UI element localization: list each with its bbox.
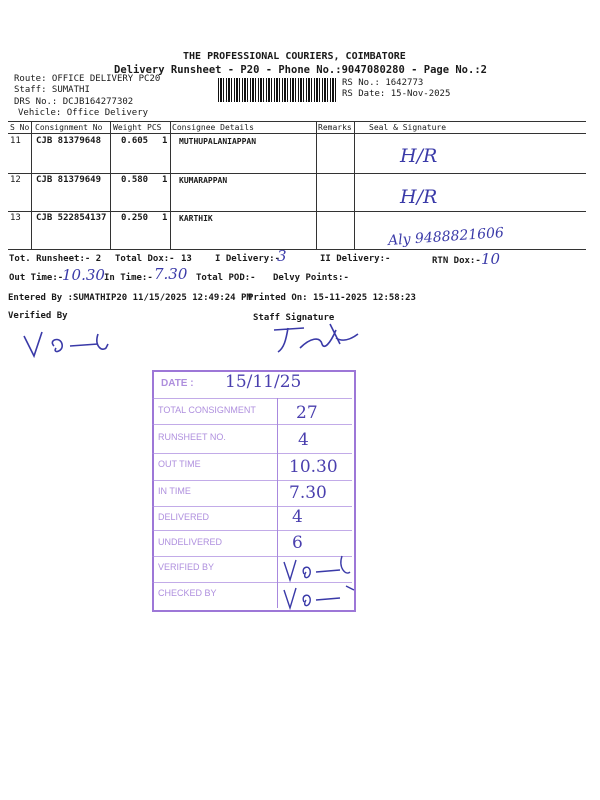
col-weight: Weight	[113, 123, 142, 132]
divider	[110, 121, 111, 249]
row-consignment: CJB 81379649	[36, 175, 102, 185]
col-consignee: Consignee Details	[172, 123, 254, 132]
rs-date: RS Date: 15-Nov-2025	[342, 89, 451, 99]
staff-signature	[270, 318, 380, 358]
i-delivery-label: I Delivery:-	[215, 254, 281, 264]
row-border	[8, 173, 586, 174]
divider	[170, 121, 171, 249]
row-border	[8, 211, 586, 212]
total-dox-value: 13	[181, 254, 192, 264]
stamp-column-line	[277, 398, 278, 608]
vehicle-label: Vehicle: Office Delivery	[18, 108, 149, 118]
col-sno: S No	[10, 123, 30, 132]
stamp-value-total: 27	[296, 403, 318, 423]
row-consignee: KUMARAPPAN	[179, 176, 228, 185]
in-time-label: In Time:-	[104, 273, 153, 283]
divider	[31, 121, 32, 249]
in-time-value: 7.30	[154, 265, 188, 283]
divider	[354, 121, 355, 249]
row-weight: 0.605	[121, 136, 149, 146]
col-seal: Seal & Signature	[369, 123, 447, 132]
stamp-value-in-time: 7.30	[289, 483, 327, 503]
total-dox-label: Total Dox:-	[115, 254, 175, 264]
out-time-label: Out Time:-	[9, 273, 64, 283]
stamp-value-delivered: 4	[292, 507, 303, 527]
rtn-dox-value: 10	[481, 250, 501, 268]
stamp-row-line	[152, 453, 352, 454]
entered-by: Entered By :SUMATHIP20 11/15/2025 12:49:24 PM	[8, 293, 252, 303]
i-delivery-value: 3	[277, 247, 287, 265]
stamp-label-runsheet: RUNSHEET NO.	[158, 432, 226, 442]
barcode	[218, 78, 338, 102]
stamp-row-line	[152, 398, 352, 399]
stamp-date-value: 15/11/25	[225, 372, 302, 392]
stamp-label-verified: VERIFIED BY	[158, 562, 215, 572]
stamp-signatures	[280, 550, 370, 610]
stamp-row-line	[152, 480, 352, 481]
stamp-label-undelivered: UNDELIVERED	[158, 537, 223, 547]
stamp-label-out-time: OUT TIME	[158, 459, 201, 469]
company-name: THE PROFESSIONAL COURIERS, COIMBATORE	[183, 51, 406, 62]
drs-number: DRS No.: DCJB164277302	[14, 97, 134, 107]
staff-signature-label: Staff Signature	[253, 313, 335, 323]
table-top-border	[8, 121, 586, 122]
row-consignee: MUTHUPALANIAPPAN	[179, 137, 257, 146]
stamp-label-checked: CHECKED BY	[158, 588, 217, 598]
verifier-signature	[20, 322, 130, 362]
row-pcs: 1	[162, 175, 168, 185]
route-label: Route: OFFICE DELIVERY PC20	[14, 74, 161, 84]
row-seal: Aly 9488821606	[387, 224, 505, 250]
printed-on: Printed On: 15-11-2025 12:58:23	[248, 293, 416, 303]
stamp-row-line	[152, 424, 352, 425]
stamp-value-undelivered: 6	[292, 533, 303, 553]
divider	[316, 121, 317, 249]
ii-delivery-label: II Delivery:-	[320, 254, 391, 264]
row-sno: 11	[10, 136, 21, 146]
col-remarks: Remarks	[318, 123, 352, 132]
stamp-row-line	[152, 530, 352, 531]
row-sno: 12	[10, 175, 21, 185]
delvy-points-label: Delvy Points:-	[273, 273, 349, 283]
row-seal: H/R	[400, 145, 438, 167]
row-pcs: 1	[162, 213, 168, 223]
stamp-date-label: DATE :	[161, 378, 194, 389]
stamp-value-runsheet: 4	[298, 430, 309, 450]
stamp-label-delivered: DELIVERED	[158, 512, 210, 522]
row-consignee: KARTHIK	[179, 214, 213, 223]
verified-by-label: Verified By	[8, 311, 68, 321]
rs-number: RS No.: 1642773	[342, 78, 424, 88]
runsheet-title: Delivery Runsheet - P20 - Phone No.:9047080280 - Page No.:2	[114, 64, 487, 76]
tot-runsheet: Tot. Runsheet:- 2	[9, 254, 102, 264]
rtn-dox-label: RTN Dox:-	[432, 256, 481, 266]
row-weight: 0.580	[121, 175, 149, 185]
row-consignment: CJB 522854137	[36, 213, 107, 223]
stamp-label-total: TOTAL CONSIGNMENT	[158, 405, 256, 415]
stamp-row-line	[152, 506, 352, 507]
col-pcs: PCS	[147, 123, 162, 132]
table-header-border	[8, 133, 586, 134]
staff-label: Staff: SUMATHI	[14, 85, 90, 95]
total-pod-label: Total POD:-	[196, 273, 256, 283]
row-consignment: CJB 81379648	[36, 136, 102, 146]
stamp-value-out-time: 10.30	[289, 457, 338, 477]
row-weight: 0.250	[121, 213, 149, 223]
out-time-value: 10.30	[62, 266, 105, 284]
row-pcs: 1	[162, 136, 168, 146]
row-seal: H/R	[400, 186, 438, 208]
row-sno: 13	[10, 213, 21, 223]
stamp-label-in-time: IN TIME	[158, 486, 191, 496]
col-consignment: Consignment No	[35, 123, 103, 132]
